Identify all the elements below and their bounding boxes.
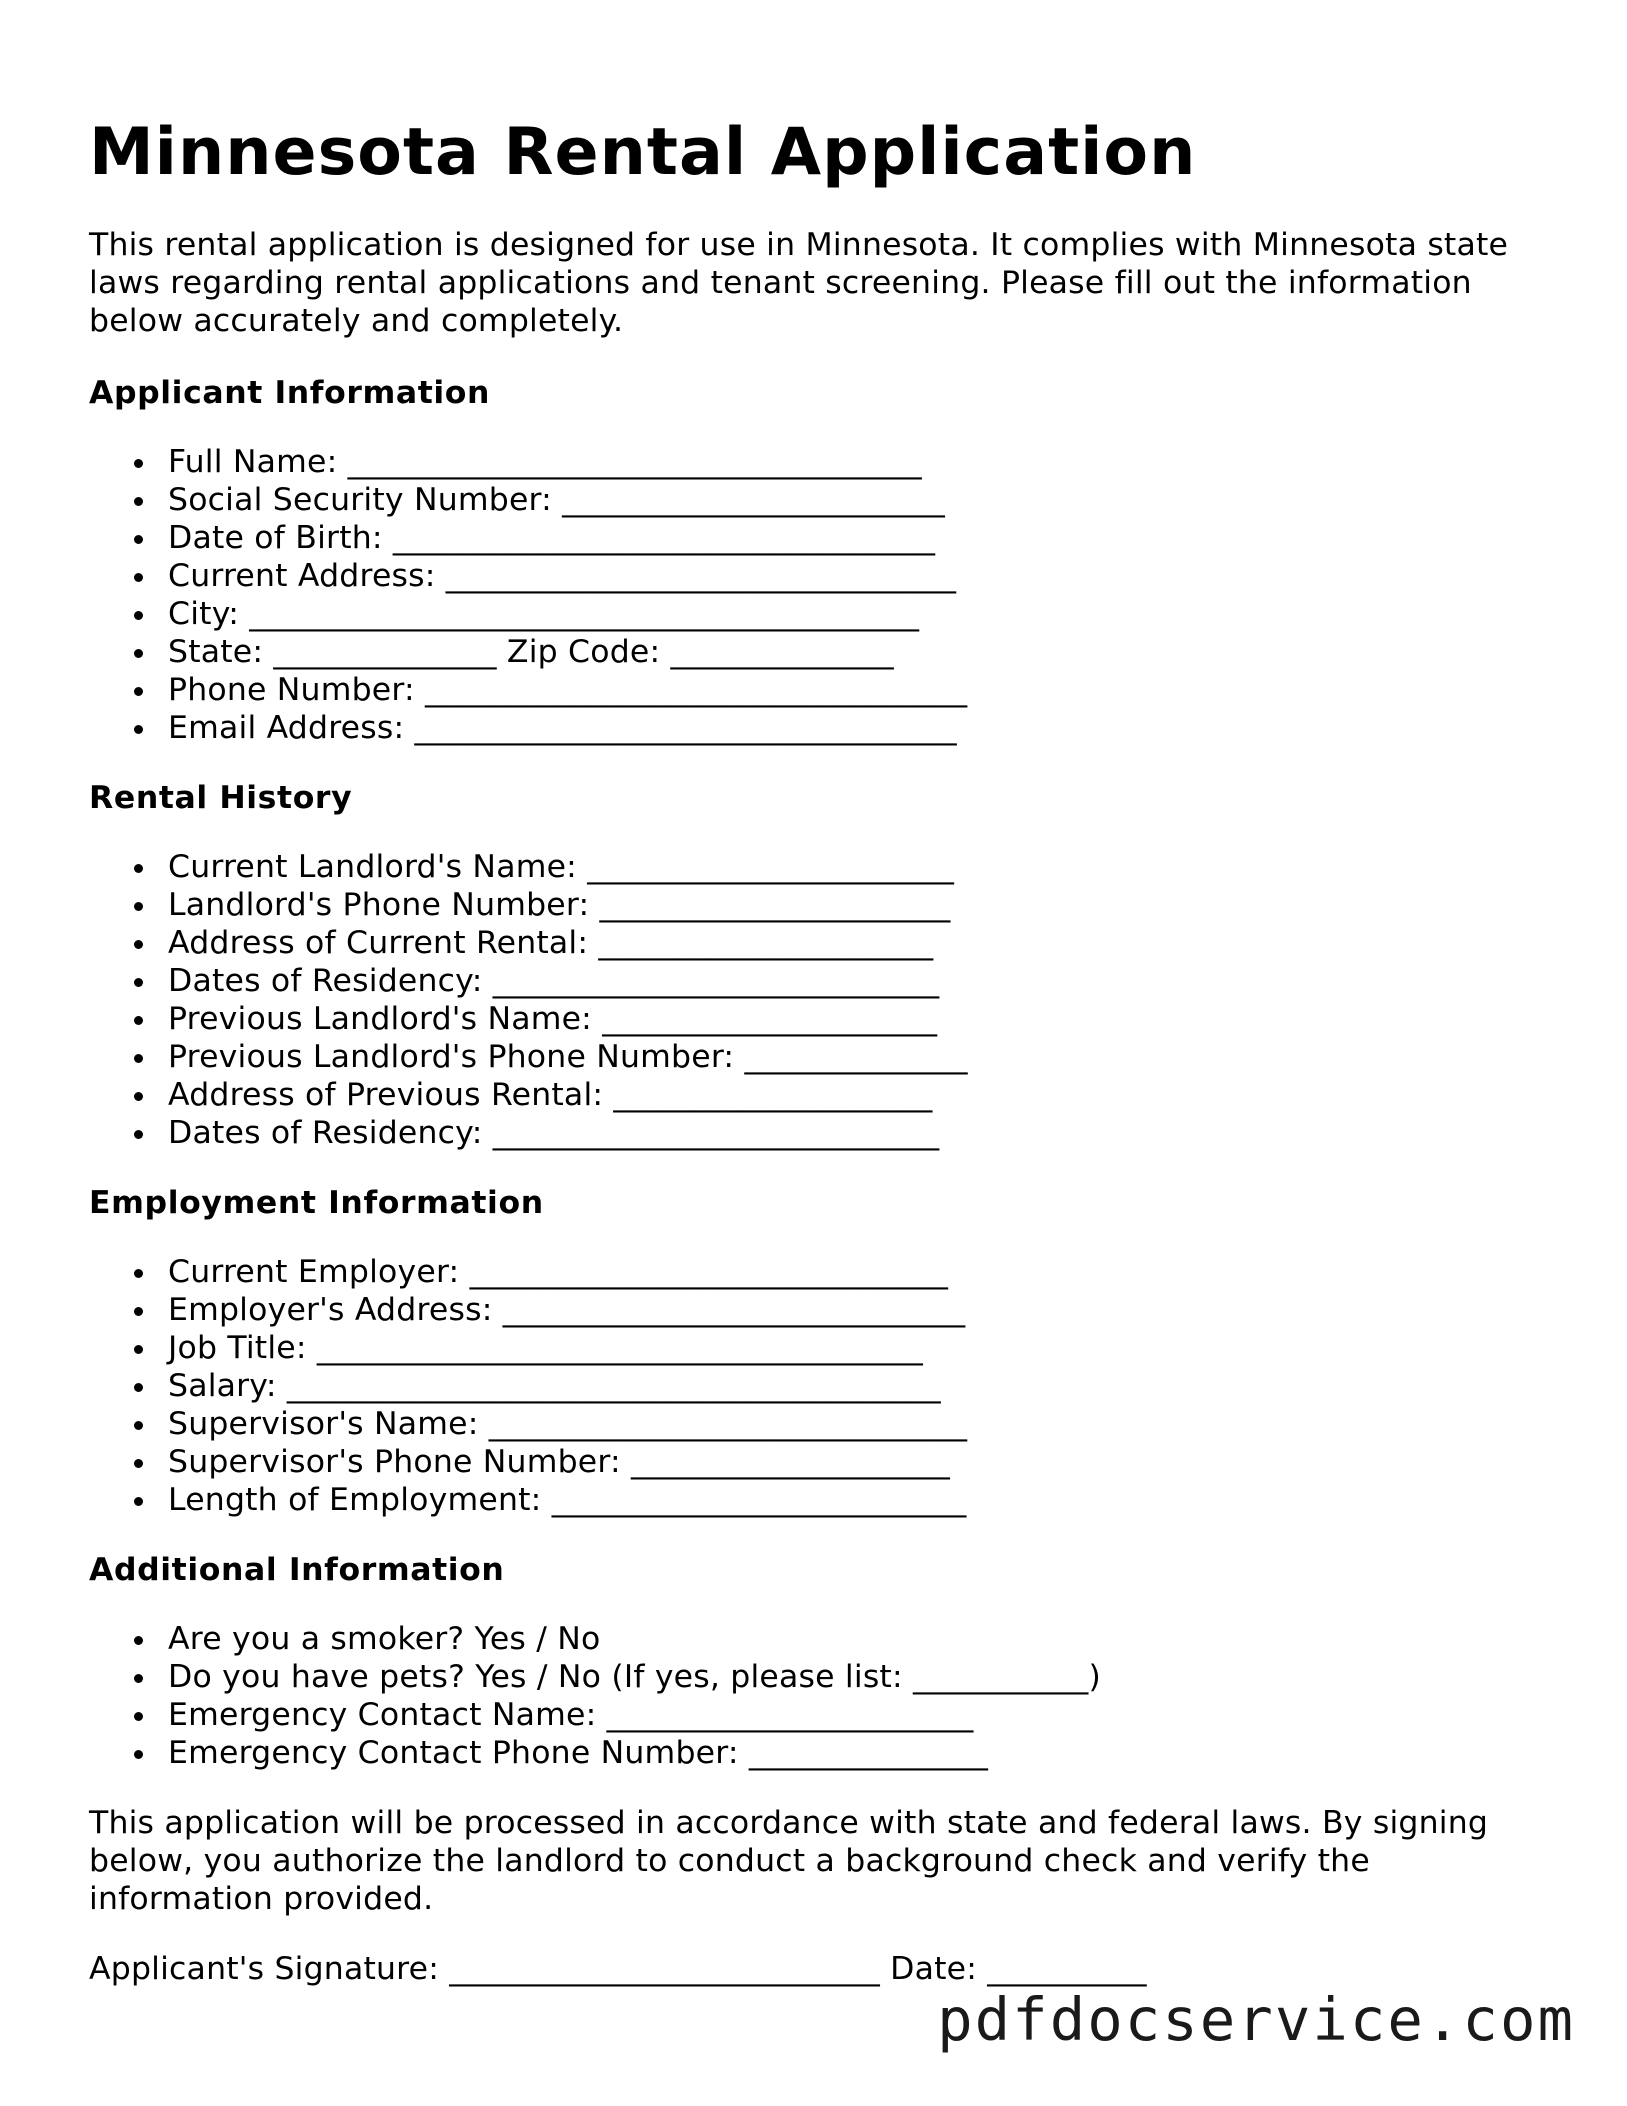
field-salary[interactable]: Salary: _________________________________________: [89, 1367, 1529, 1405]
field-dates-of-residency-previous[interactable]: Dates of Residency: ____________________________: [89, 1114, 1529, 1152]
field-full-name[interactable]: Full Name: ____________________________________: [89, 443, 1529, 481]
field-current-employer[interactable]: Current Employer: ______________________________: [89, 1253, 1529, 1291]
watermark-text: pdfdocservice.com: [937, 1985, 1575, 2054]
field-emergency-contact-phone[interactable]: Emergency Contact Phone Number: _______________: [89, 1734, 1529, 1772]
closing-paragraph: This application will be processed in accordance with state and federal laws. By signing below, you authorize the landlord to conduct a background check and verify the information provided.: [89, 1805, 1489, 1917]
document-page: [89, 108, 1529, 1988]
field-previous-landlord-name[interactable]: Previous Landlord's Name: _____________________: [89, 1000, 1529, 1038]
intro-paragraph: This rental application is designed for use in Minnesota. It complies with Minnesota state laws regarding rental applications and tenant screening. Please fill out the information below accurately and completely.: [89, 227, 1509, 339]
field-pets[interactable]: Do you have pets? Yes / No (If yes, please list: ___________): [89, 1658, 1529, 1696]
field-state-zip[interactable]: State: ______________ Zip Code: ______________: [89, 633, 1529, 671]
field-ssn[interactable]: Social Security Number: ________________________: [89, 481, 1529, 519]
field-previous-landlord-phone[interactable]: Previous Landlord's Phone Number: ______________: [89, 1038, 1529, 1076]
field-current-address[interactable]: Current Address: ________________________________: [89, 557, 1529, 595]
section-heading-additional: Additional Information: [89, 1552, 505, 1588]
field-supervisor-name[interactable]: Supervisor's Name: ______________________________: [89, 1405, 1529, 1443]
signature-date-line[interactable]: Applicant's Signature: ___________________________ Date: __________: [89, 1951, 1147, 1987]
field-current-landlord-name[interactable]: Current Landlord's Name: _______________________: [89, 848, 1529, 886]
rental-history-list: [89, 848, 1529, 1152]
field-phone-number[interactable]: Phone Number: __________________________________: [89, 671, 1529, 709]
field-date-of-birth[interactable]: Date of Birth: __________________________________: [89, 519, 1529, 557]
field-employer-address[interactable]: Employer's Address: _____________________________: [89, 1291, 1529, 1329]
section-heading-employment: Employment Information: [89, 1185, 544, 1221]
field-length-of-employment[interactable]: Length of Employment: __________________________: [89, 1481, 1529, 1519]
field-dates-of-residency-current[interactable]: Dates of Residency: ____________________________: [89, 962, 1529, 1000]
field-emergency-contact-name[interactable]: Emergency Contact Name: _______________________: [89, 1696, 1529, 1734]
field-email-address[interactable]: Email Address: __________________________________: [89, 709, 1529, 747]
employment-info-list: [89, 1253, 1529, 1519]
page-title: Minnesota Rental Application: [89, 115, 1197, 190]
field-previous-rental-address[interactable]: Address of Previous Rental: ____________________: [89, 1076, 1529, 1114]
field-smoker[interactable]: Are you a smoker? Yes / No: [89, 1620, 1529, 1658]
field-landlord-phone[interactable]: Landlord's Phone Number: ______________________: [89, 886, 1529, 924]
section-heading-rental-history: Rental History: [89, 780, 353, 816]
field-supervisor-phone[interactable]: Supervisor's Phone Number: ____________________: [89, 1443, 1529, 1481]
field-current-rental-address[interactable]: Address of Current Rental: _____________________: [89, 924, 1529, 962]
field-job-title[interactable]: Job Title: ______________________________________: [89, 1329, 1529, 1367]
applicant-info-list: [89, 443, 1529, 747]
field-city[interactable]: City: __________________________________________: [89, 595, 1529, 633]
additional-info-list: [89, 1620, 1529, 1772]
section-heading-applicant: Applicant Information: [89, 375, 491, 411]
